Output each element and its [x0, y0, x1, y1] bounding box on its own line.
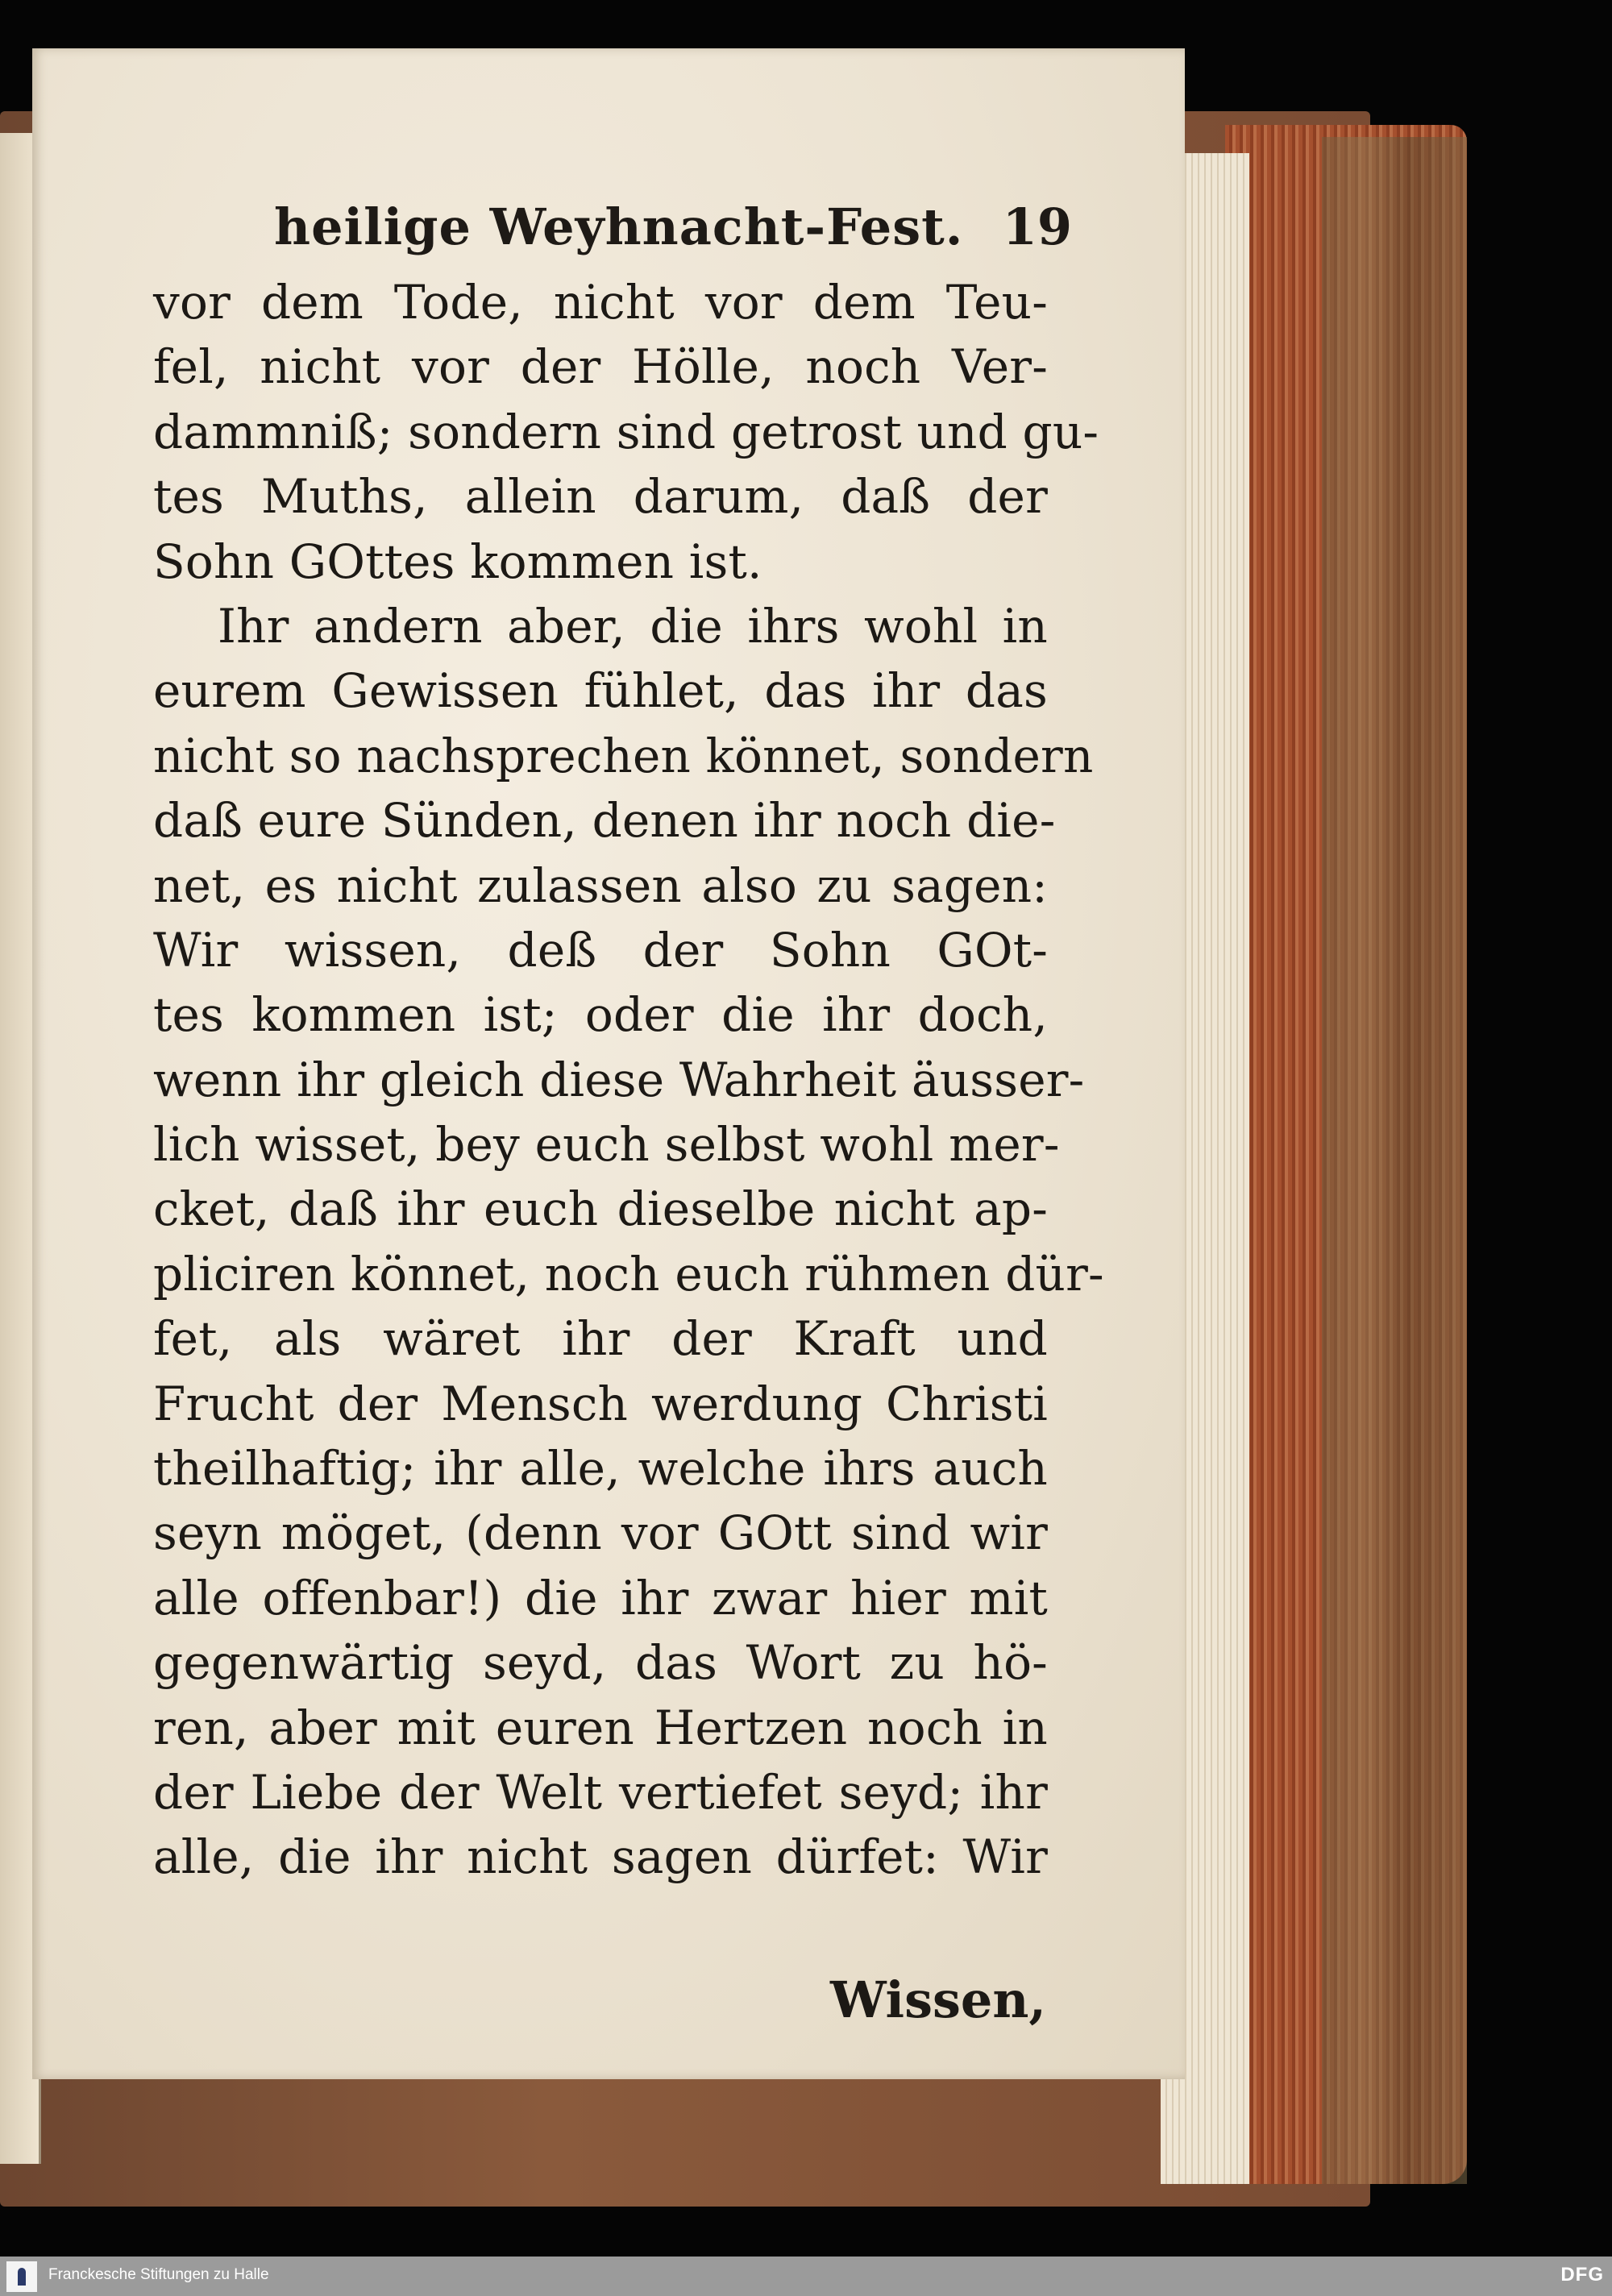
text-line	[153, 334, 1048, 399]
text-line	[153, 658, 1048, 723]
catchword: Wissen,	[830, 1970, 1047, 2029]
text-line-content: fet, als wäret ihr der Kraft und	[153, 1311, 1048, 1367]
text-line-content: dammniß; sondern sind getrost und gu-	[153, 404, 1099, 459]
text-line-content: alle, die ihr nicht sagen dürfet: Wir	[153, 1829, 1048, 1885]
text-line	[153, 1436, 1048, 1501]
text-line-content: vor dem Tode, nicht vor dem Teu-	[153, 275, 1048, 330]
text-line	[153, 1630, 1048, 1695]
text-line-content: eurem Gewissen fühlet, das ihr das	[153, 663, 1048, 719]
text-line	[153, 918, 1048, 982]
book-page	[32, 48, 1185, 2079]
text-line-content: seyn möget, (denn vor GOtt sind wir	[153, 1505, 1048, 1561]
text-line	[153, 1760, 1048, 1825]
text-line	[153, 1696, 1048, 1760]
text-line-content: gegenwärtig seyd, das Wort zu hö-	[153, 1635, 1048, 1691]
text-line-content: der Liebe der Welt vertiefet seyd; ihr	[153, 1764, 1048, 1820]
text-line-content: lich wisset, bey euch selbst wohl mer-	[153, 1117, 1060, 1173]
text-line-content: ren, aber mit euren Hertzen noch in	[153, 1700, 1048, 1755]
text-line-content: wenn ihr gleich diese Wahrheit äusser-	[153, 1052, 1085, 1107]
text-line-content: nicht so nachsprechen könnet, sondern	[153, 728, 1094, 783]
text-line-content: Sohn GOttes kommen ist.	[153, 534, 762, 589]
text-line-content: alle offenbar!) die ihr zwar hier mit	[153, 1570, 1048, 1625]
text-line-content: daß eure Sünden, denen ihr noch die-	[153, 793, 1056, 849]
text-line-content: pliciren könnet, noch euch rühmen dür-	[153, 1246, 1104, 1302]
text-line	[153, 982, 1048, 1047]
text-line	[153, 464, 1048, 529]
text-line	[153, 270, 1048, 334]
institution-logo-icon	[6, 2261, 37, 2292]
text-line	[153, 1372, 1048, 1436]
text-line	[153, 594, 1048, 658]
text-line	[153, 1306, 1048, 1371]
text-line	[153, 1177, 1048, 1241]
text-line	[153, 1501, 1048, 1565]
text-line-content: Frucht der Mensch werdung Christi	[153, 1376, 1048, 1431]
text-line	[153, 529, 1048, 594]
text-line	[153, 400, 1099, 464]
text-line	[153, 1566, 1048, 1630]
text-line	[153, 853, 1048, 918]
text-line	[153, 1112, 1060, 1177]
text-line-content: tes Muths, allein darum, daß der	[153, 469, 1048, 525]
dfg-logo: DFG	[1560, 2264, 1604, 2286]
footer-bar	[0, 2257, 1612, 2296]
text-line-content: net, es nicht zulassen also zu sagen:	[153, 857, 1048, 913]
text-line	[153, 1242, 1104, 1306]
body-text	[153, 270, 1104, 1890]
cover-leather	[1322, 137, 1467, 2184]
page-number: 19	[1002, 197, 1072, 256]
text-line-content: cket, daß ihr euch dieselbe nicht ap-	[153, 1181, 1048, 1237]
text-line	[153, 788, 1056, 853]
text-line-content: Wir wissen, deß der Sohn GOt-	[153, 922, 1048, 978]
text-line	[153, 1048, 1085, 1112]
text-line-content: tes kommen ist; oder die ihr doch,	[153, 987, 1048, 1043]
text-line-content: Ihr andern aber, die ihrs wohl in	[218, 598, 1048, 654]
text-line-content: theilhaftig; ihr alle, welche ihrs auch	[153, 1441, 1048, 1497]
running-head	[274, 197, 1072, 270]
text-line-content: fel, nicht vor der Hölle, noch Ver-	[153, 339, 1048, 395]
institution-name: Franckesche Stiftungen zu Halle	[48, 2266, 269, 2283]
text-line	[153, 724, 1094, 788]
running-head-title: heilige Weyhnacht-Fest.	[274, 197, 964, 256]
text-line	[153, 1825, 1048, 1889]
